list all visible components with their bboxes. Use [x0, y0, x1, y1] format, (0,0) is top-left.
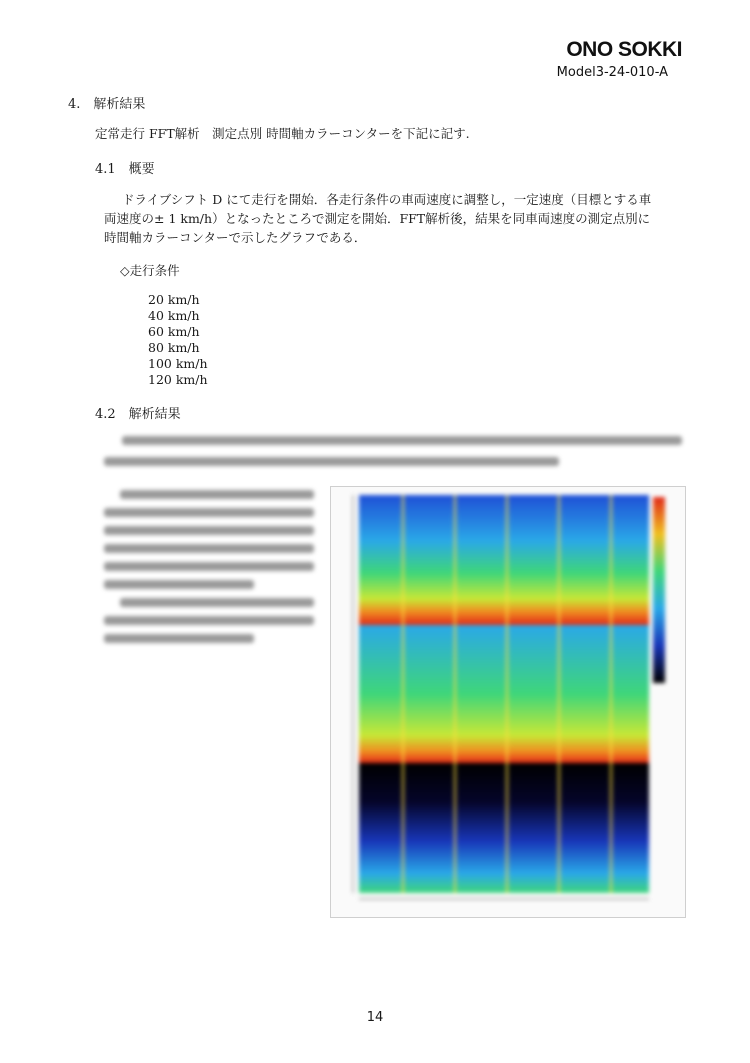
company-logo: ONO SOKKI	[566, 38, 682, 61]
conditions-list	[148, 292, 208, 388]
paragraph-line: 両速度の± 1 km/h）となったところで測定を開始．FFT解析後，結果を同車両速度の測定点別に	[104, 211, 651, 226]
section-4-1-paragraph	[104, 190, 689, 247]
color-contour-graphic	[331, 487, 685, 917]
condition-item: 60 km/h	[148, 324, 200, 339]
color-contour-figure	[330, 486, 686, 918]
condition-item: 40 km/h	[148, 308, 200, 323]
page-number: 14	[366, 1010, 384, 1025]
paragraph-line: 時間軸カラーコンターで示したグラフである．	[104, 230, 367, 245]
condition-item: 80 km/h	[148, 340, 200, 355]
conditions-title: ◇走行条件	[120, 263, 180, 278]
blurred-paragraph	[104, 432, 689, 472]
blurred-side-text	[104, 486, 316, 646]
section-4-intro: 定常走行 FFT解析 測定点別 時間軸カラーコンターを下記に記す.	[95, 126, 470, 141]
section-4-heading: 4. 解析結果	[68, 97, 146, 112]
condition-item: 20 km/h	[148, 292, 200, 307]
section-4-2-heading: 4.2 解析結果	[95, 407, 181, 422]
condition-item: 100 km/h	[148, 356, 208, 371]
model-number: Model3-24-010-A	[556, 65, 668, 80]
condition-item: 120 km/h	[148, 372, 208, 387]
section-4-1-heading: 4.1 概要	[95, 162, 155, 177]
paragraph-line: ドライブシフト D にて走行を開始．各走行条件の車両速度に調整し，一定速度（目標とする車	[122, 192, 652, 207]
